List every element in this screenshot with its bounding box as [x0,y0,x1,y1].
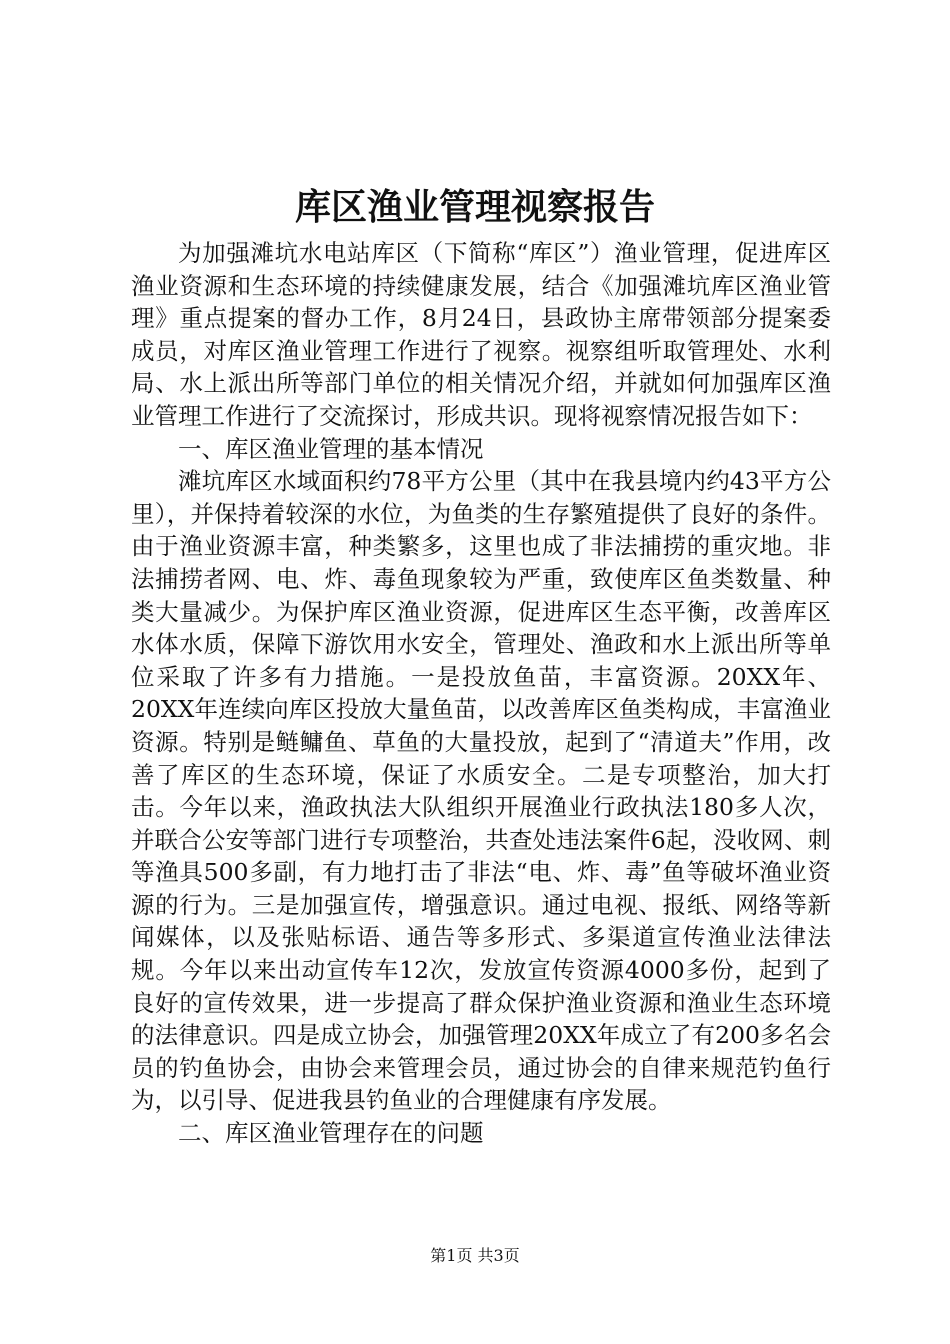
document-body [131,237,831,1150]
document-title: 库区渔业管理视察报告 [294,186,655,228]
paragraph-intro: 为加强滩坑水电站库区（下简称“库区”）渔业管理，促进库区渔业资源和生态环境的持续健康发展，结合《加强滩坑库区渔业管理》重点提案的督办工作，8月24日，县政协主席带领部分提案委成员，对库区渔业管理工作进行了视察。视察组听取管理处、水利局、水上派出所等部门单位的相关情况介绍，并就如何加强库区渔业管理工作进行了交流探讨，形成共识。现将视察情况报告如下： [131,239,831,430]
page-footer: 第1页 共3页 [430,1246,520,1265]
paragraph-basic-situation: 滩坑库区水域面积约78平方公里（其中在我县境内约43平方公里），并保持着较深的水位，为鱼类的生存繁殖提供了良好的条件。由于渔业资源丰富，种类繁多，这里也成了非法捕捞的重灾地。非法捕捞者网、电、炸、毒鱼现象较为严重，致使库区鱼类数量、种类大量减少。为保护库区渔业资源，促进库区生态平衡，改善库区水体水质，保障下游饮用水安全，管理处、渔政和水上派出所等单位采取了许多有力措施。一是投放鱼苗，丰富资源。20XX年、20XX年连续向库区投放大量鱼苗，以改善库区鱼类构成，丰富渔业资源。特别是鲢鳙鱼、草鱼的大量投放，起到了“清道夫”作用，改善了库区的生态环境，保证了水质安全。二是专项整治，加大打击。今年以来，渔政执法大队组织开展渔业行政执法180多人次，并联合公安等部门进行专项整治，共查处违法案件6起，没收网、刺等渔具500多副，有力地打击了非法“电、炸、毒”鱼等破坏渔业资源的行为。三是加强宣传，增强意识。通过电视、报纸、网络等新闻媒体，以及张贴标语、通告等多形式、多渠道宣传渔业法律法规。今年以来出动宣传车12次，发放宣传资源4000多份，起到了良好的宣传效果，进一步提高了群众保护渔业资源和渔业生态环境的法律意识。四是成立协会，加强管理20XX年成立了有200多名会员的钓鱼协会，由协会来管理会员，通过协会的自律来规范钓鱼行为，以引导、促进我县钓鱼业的合理健康有序发展。 [131,467,831,1115]
section-heading-1: 一、库区渔业管理的基本情况 [178,434,484,463]
section-heading-2: 二、库区渔业管理存在的问题 [178,1119,484,1148]
